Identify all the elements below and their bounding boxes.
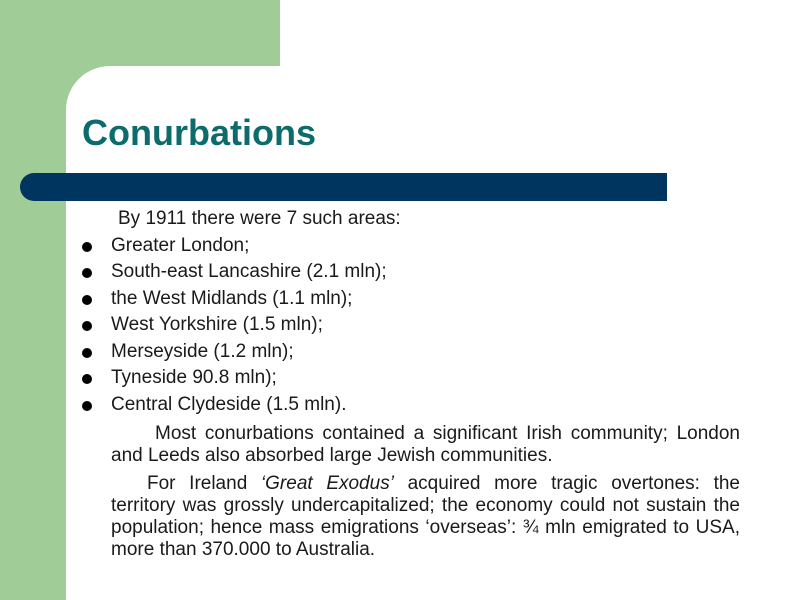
conurbation-list (80, 233, 740, 419)
paragraph-ireland-rest: acquired more tragic overtones: the territory was grossly undercapitalized; the economy could not sustain the population; hence mass emigrations ‘overseas’: ¾ mln emigrated to USA, more than 370.000 to Australia. (111, 473, 740, 560)
great-exodus-emphasis: ‘Great Exodus’ (260, 473, 394, 494)
bullet-icon (82, 321, 92, 331)
list-item-text: the West Midlands (1.1 mln); (111, 287, 353, 309)
bullet-icon (82, 374, 92, 384)
slide-body (80, 206, 740, 561)
list-item (80, 259, 740, 286)
bullet-icon (82, 295, 92, 305)
bullet-icon (82, 401, 92, 411)
bullet-icon (82, 242, 92, 252)
list-item (80, 286, 740, 313)
bullet-icon (82, 348, 92, 358)
list-item-text: West Yorkshire (1.5 mln); (111, 314, 323, 335)
list-item-text: South-east Lancashire (2.1 mln); (111, 261, 387, 282)
title-underline-bar (20, 173, 667, 201)
intro-text: By 1911 there were 7 such areas: (118, 208, 401, 229)
list-item (80, 365, 740, 392)
list-item (80, 312, 740, 339)
list-item-text: Tyneside 90.8 mln); (111, 367, 277, 388)
list-item (80, 339, 740, 366)
bullet-icon (82, 268, 92, 278)
paragraph-ireland-lead: For Ireland (147, 473, 261, 494)
list-item-text: Greater London; (111, 234, 250, 256)
paragraph-communities: Most conurbations contained a significant Irish community; London and Leeds also absorbed large Jewish communities. (111, 423, 740, 466)
slide-title: Conurbations (82, 112, 316, 153)
list-item (80, 392, 740, 419)
list-item-text: Merseyside (1.2 mln); (111, 340, 294, 362)
list-item-text: Central Clydeside (1.5 mln). (111, 393, 347, 415)
list-item (80, 233, 740, 260)
paragraph-ireland (80, 473, 740, 561)
